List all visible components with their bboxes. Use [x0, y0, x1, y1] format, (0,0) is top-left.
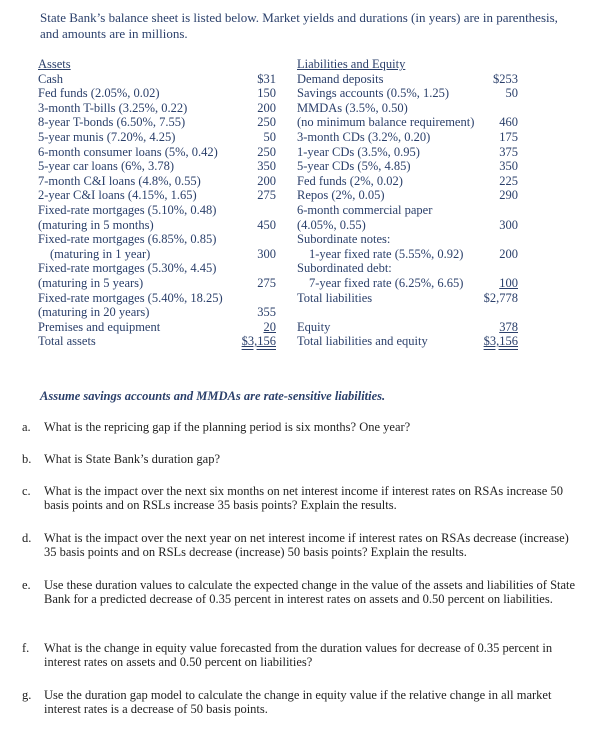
liability-label: 1-year CDs (3.5%, 0.95): [297, 144, 420, 159]
liability-amount: 100: [499, 275, 518, 290]
liability-label: Subordinated debt:: [297, 261, 392, 276]
assumption-note: Assume savings accounts and MMDAs are rate-sensitive liabilities.: [40, 389, 386, 403]
liability-amount: 200: [499, 246, 518, 261]
asset-label: Fed funds (2.05%, 0.02): [38, 86, 160, 101]
liability-amount: 50: [505, 86, 518, 101]
question-letter: a.: [22, 420, 31, 434]
question-item: [22, 578, 582, 607]
liability-amount: 375: [499, 144, 518, 159]
liability-amount: $253: [493, 71, 518, 86]
asset-label: 3-month T-bills (3.25%, 0.22): [38, 100, 188, 115]
asset-label: Fixed-rate mortgages (6.85%, 0.85): [38, 232, 217, 247]
question-text: What is the impact over the next year on net interest income if interest rates on RSAs decrease (increase) 35 basis points and on RSLs decrease (increase) 50 basis points? Explain the results.: [44, 531, 569, 560]
liabilities-rows: [297, 72, 518, 349]
asset-amount: 150: [257, 86, 276, 101]
asset-amount: 275: [257, 275, 276, 290]
question-text: What is the change in equity value forecasted from the duration values for decrease of 0.35 percent in interest rates on assets and 0.50 percent on liabilities?: [44, 641, 553, 670]
liability-label: Total liabilities: [297, 290, 373, 305]
asset-row: [38, 203, 276, 218]
liabilities-column: [297, 57, 518, 349]
liability-row: [297, 72, 518, 87]
asset-row: [38, 159, 276, 174]
liability-row: [297, 320, 518, 335]
asset-label: (maturing in 20 years): [38, 305, 150, 320]
liability-label: MMDAs (3.5%, 0.50): [297, 100, 408, 115]
question-text: Use the duration gap model to calculate the change in equity value if the relative change in all market interest rates is a decrease of 50 basis points.: [44, 688, 552, 717]
liability-label: Total liabilities and equity: [297, 334, 428, 349]
asset-label: Premises and equipment: [38, 319, 161, 334]
asset-label: 5-year car loans (6%, 3.78): [38, 159, 175, 174]
asset-label: Total assets: [38, 334, 96, 349]
asset-amount: $3,156: [241, 334, 276, 349]
liability-label: 3-month CDs (3.2%, 0.20): [297, 129, 431, 144]
liability-amount: $3,156: [483, 334, 518, 349]
asset-row: [38, 86, 276, 101]
asset-row: [38, 101, 276, 116]
question-text: What is the impact over the next six months on net interest income if interest rates on RSAs increase 50 basis points and on RSLs increase 35 basis points? Explain the results.: [44, 484, 563, 513]
asset-row: [38, 305, 276, 320]
question-letter: b.: [22, 452, 32, 466]
asset-amount: 275: [257, 188, 276, 203]
liability-label: 5-year CDs (5%, 4.85): [297, 159, 411, 174]
asset-label: 2-year C&I loans (4.15%, 1.65): [38, 188, 197, 203]
liability-row: [297, 291, 518, 306]
question-item: [22, 641, 582, 670]
asset-amount: 250: [257, 115, 276, 130]
asset-row: [38, 291, 276, 306]
asset-label: 7-month C&I loans (4.8%, 0.55): [38, 173, 201, 188]
liability-amount: 378: [499, 319, 518, 334]
asset-label: Fixed-rate mortgages (5.40%, 18.25): [38, 290, 223, 305]
liability-label: Subordinate notes:: [297, 232, 391, 247]
assets-column: [38, 57, 276, 349]
asset-row: [38, 276, 276, 291]
asset-row: [38, 232, 276, 247]
liability-label: Demand deposits: [297, 71, 384, 86]
question-letter: g.: [22, 688, 32, 702]
asset-label: (maturing in 5 months): [38, 217, 154, 232]
asset-row: [38, 115, 276, 130]
assets-header: Assets: [38, 57, 71, 71]
liability-row: [297, 261, 518, 276]
asset-amount: 250: [257, 144, 276, 159]
asset-row: [38, 334, 276, 349]
asset-row: [38, 247, 276, 262]
asset-row: [38, 145, 276, 160]
liability-amount: $2,778: [483, 290, 518, 305]
asset-label: 5-year munis (7.20%, 4.25): [38, 129, 176, 144]
liability-row: [297, 174, 518, 189]
question-item: [22, 420, 582, 434]
liability-row: [297, 188, 518, 203]
liability-row: [297, 276, 518, 291]
asset-row: [38, 261, 276, 276]
question-letter: e.: [22, 578, 31, 592]
question-text: What is State Bank’s duration gap?: [44, 452, 221, 466]
liability-label: 6-month commercial paper: [297, 202, 433, 217]
liability-amount: 175: [499, 129, 518, 144]
liability-label: Repos (2%, 0.05): [297, 188, 385, 203]
asset-amount: 20: [263, 319, 276, 334]
liability-label: Fed funds (2%, 0.02): [297, 173, 403, 188]
liability-row: [297, 218, 518, 233]
asset-amount: 50: [263, 129, 276, 144]
asset-label: (maturing in 1 year): [50, 246, 151, 261]
asset-row: [38, 130, 276, 145]
liability-row: [297, 101, 518, 116]
asset-amount: 355: [257, 305, 276, 320]
asset-row: [38, 218, 276, 233]
liability-row: [297, 203, 518, 218]
asset-row: [38, 72, 276, 87]
asset-label: 6-month consumer loans (5%, 0.42): [38, 144, 218, 159]
asset-amount: 300: [257, 246, 276, 261]
asset-amount: 350: [257, 159, 276, 174]
question-text: Use these duration values to calculate the expected change in the value of the assets and liabilities of State Bank for a predicted decrease of 0.35 percent in interest rates on assets and 0.50 percent on liabilities.: [44, 578, 576, 607]
liability-row: [297, 305, 518, 320]
question-letter: d.: [22, 531, 32, 545]
asset-row: [38, 174, 276, 189]
question-item: [22, 531, 582, 560]
asset-label: Fixed-rate mortgages (5.30%, 4.45): [38, 261, 217, 276]
liability-label: Equity: [297, 319, 331, 334]
liability-amount: 290: [499, 188, 518, 203]
intro-text: State Bank’s balance sheet is listed below. Market yields and durations (in years) are in parenthesis, and amounts are in millions.: [40, 10, 558, 41]
question-text: What is the repricing gap if the planning period is six months? One year?: [44, 420, 411, 434]
asset-row: [38, 320, 276, 335]
question-item: [22, 484, 582, 513]
liability-label: (no minimum balance requirement): [297, 115, 475, 130]
asset-label: 8-year T-bonds (6.50%, 7.55): [38, 115, 186, 130]
liability-row: [297, 232, 518, 247]
liability-label: 7-year fixed rate (6.25%, 6.65): [309, 275, 464, 290]
liability-label: 1-year fixed rate (5.55%, 0.92): [309, 246, 464, 261]
liability-row: [297, 86, 518, 101]
question-letter: c.: [22, 484, 31, 498]
liability-amount: 300: [499, 217, 518, 232]
liabilities-header: Liabilities and Equity: [297, 57, 406, 71]
question-letter: f.: [22, 641, 30, 655]
liability-amount: 460: [499, 115, 518, 130]
asset-label: Cash: [38, 71, 63, 86]
liability-row: [297, 145, 518, 160]
liability-label: Savings accounts (0.5%, 1.25): [297, 86, 450, 101]
liability-amount: 350: [499, 159, 518, 174]
asset-row: [38, 188, 276, 203]
liability-amount: 225: [499, 173, 518, 188]
asset-amount: 200: [257, 173, 276, 188]
liability-row: [297, 334, 518, 349]
asset-amount: $31: [257, 71, 276, 86]
liability-row: [297, 247, 518, 262]
liability-row: [297, 159, 518, 174]
assets-rows: [38, 72, 276, 349]
liability-label: (4.05%, 0.55): [297, 217, 366, 232]
asset-amount: 450: [257, 217, 276, 232]
asset-label: Fixed-rate mortgages (5.10%, 0.48): [38, 202, 217, 217]
asset-amount: 200: [257, 100, 276, 115]
asset-label: (maturing in 5 years): [38, 275, 144, 290]
question-item: [22, 688, 582, 717]
liability-row: [297, 115, 518, 130]
liability-row: [297, 130, 518, 145]
question-item: [22, 452, 582, 466]
